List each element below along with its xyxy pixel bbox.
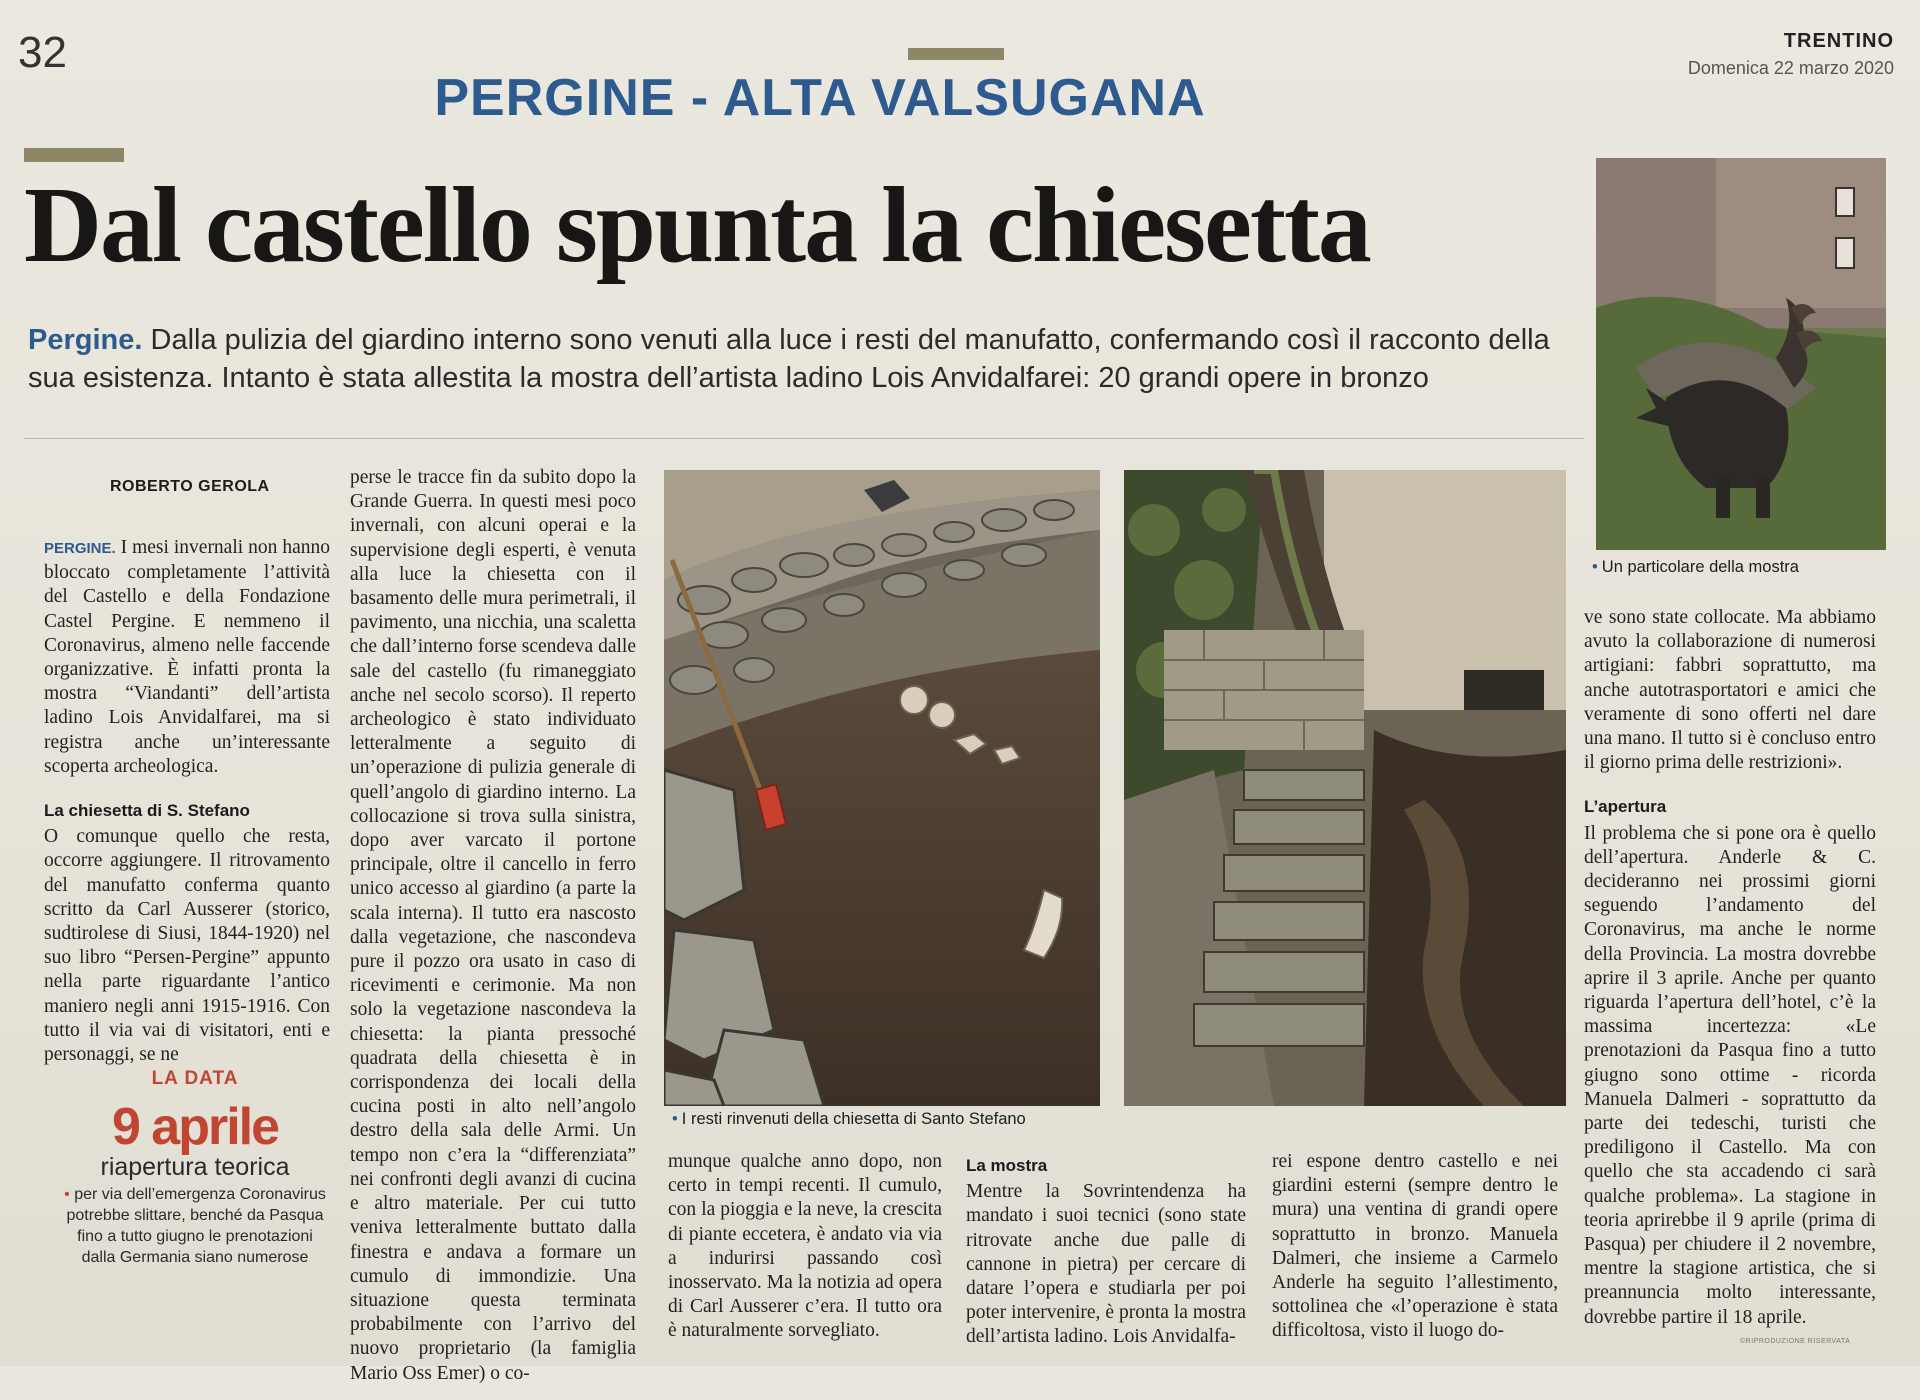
stairs-photo-image	[1124, 470, 1566, 1106]
side-photo-caption	[1592, 558, 1799, 577]
subhead-apertura: L’apertura	[1584, 797, 1667, 817]
date-box-label: LA DATA	[151, 1068, 239, 1089]
excavation-photo-left	[664, 470, 1100, 1106]
article-column-6	[1584, 606, 1876, 1344]
side-caption-bullet: •	[1592, 558, 1598, 576]
date-box-bullet: •	[64, 1185, 70, 1203]
excavation-photo-right	[1124, 470, 1566, 1106]
article-column-1	[44, 536, 330, 1081]
subheadline	[28, 322, 1588, 397]
headline-marker-bar	[24, 148, 124, 162]
column-4-text: Mentre la Sovrintendenza ha mandato i suoi tecnici (sono state ritrovate anche due palle di cannone in pietra) per cercare di datare l’opera e studiarla per poi poter intervenire, è pronta la mostra dell’artista ladino. Lois Anvidalfa-	[966, 1181, 1246, 1348]
column-6-paragraph-1: ve sono state collocate. Ma abbiamo avuto la collaborazione di numerosi artigiani: fabbri soprattutto, ma anche autotrasportatori e amici che veramente di sono offerti nel dare una mano. Il tutto si è concluso entro il giorno prima delle restrizioni».	[1584, 607, 1876, 774]
column-6-paragraph-2: Il problema che si pone ora è quello dell’apertura. Anderle & C. decideranno nei prossimi giorni seguendo l’andamento del Coronavirus, ma anche le norme della Provincia. La mostra dovrebbe aprire il 3 aprile. Anche per quanto riguarda l’apertura dell’hotel, c’è la massima incertezza: «Le prenotazioni da Pasqua fino a tutto giugno sono ottime - ricorda Manuela Dalmeri - soprattutto da parte dei tedeschi, turisti che prediligono il Castello. Ma con quello che sta accadendo ci sarà qualche problema». La stagione in teoria aprirebbe il 9 aprile (prima di Pasqua) per chiudere il 2 novembre, mentre la stagione artistica, che si preannuncia molto interessante, dovrebbe partire il 18 aprile.	[1584, 822, 1876, 1328]
subheadline-lead: Pergine.	[28, 324, 143, 356]
date-box	[60, 1068, 330, 1268]
copyright-notice: ©RIPRODUZIONE RISERVATA	[1740, 1338, 1851, 1345]
side-photo-caption-text: Un particolare della mostra	[1601, 558, 1799, 576]
column-1-paragraph-2: O comunque quello che resta, occorre aggiungere. Il ritrovamento del manufatto conferma quanto scritto da Carl Ausserer (storico, sudtirolese di Siusi, 1844-1920) nel suo libro “Persen-Pergine” appunto nella parte riguardante l’antico maniero negli anni 1915-1916. Con tutto il via vai di visitatori, enti e personaggi, se ne	[44, 826, 330, 1066]
main-photo-caption-text: I resti rinvenuti della chiesetta di Santo Stefano	[681, 1110, 1026, 1128]
column-5-text: rei espone dentro castello e nei giardini esterni (sempre dentro le mura) una ventina di grandi opere soprattutto in bronzo. Manuela Dalmeri, che insieme a Carmelo Anderle ha seguito l’allestimento, sottolinea che «l’operazione è stata difficoltosa, visto il luogo do-	[1272, 1151, 1558, 1342]
column-1-paragraph-1: I mesi invernali non hanno bloccato completamente l’attività del Castello e della Fondazione Castel Pergine. E nemmeno il Coronavirus, almeno nelle faccende organizzative. È infatti pronta la mostra “Viandanti” dell’artista ladino Lois Anvidalfarei, ma si registra anche un’interessante scoperta archeologica.	[44, 537, 330, 777]
divider	[24, 438, 1584, 439]
subhead-chiesetta: La chiesetta di S. Stefano	[44, 801, 250, 821]
main-photo-caption	[672, 1110, 1026, 1129]
dateline-kicker: PERGINE.	[44, 540, 116, 557]
section-marker-bar	[908, 48, 1004, 60]
headline: Dal castello spunta la chiesetta	[24, 166, 1370, 285]
column-2-text: perse le tracce fin da subito dopo la Grande Guerra. In questi mesi poco invernali, con alcuni operai e la supervisione degli esperti, è venuta alla luce la chiesetta con il basamento delle mura perimetrali, il pavimento, una nicchia, una scaletta che dall’interno forse scendeva dalle sale del castello (fu rimaneggiato anche nel secolo scorso). Il reperto archeologico è stato individuato letteralmente a seguito di un’operazione di pulizia generale di quell’angolo di giardino interno. La collocazione si trova sulla sinistra, dopo aver varcato il portone principale, oltre il cancello in ferro unico accesso al giardino (a parte la scala interna). Il tutto era nascosto dalla vegetazione, che nascondeva pure il pozzo ora usato in caso di ricevimenti e cerimonie. Ma non solo la vegetazione nascondeva la chiesetta: la pianta pressoché quadrata della chiesetta è in corrispondenza dei locali della cucina posti in alto nell’angolo destro della sala delle Armi. Un tempo non c’era la “differenziata” nei confronti degli avanzi di cucina e altro materiale. Per cui tutto veniva letteralmente buttato dalla finestra e andava a formare un cumulo di immondizie. Una situazione questa terminata probabilmente con l’arrivo del nuovo proprietario (la famiglia Mario Oss Emer) o co-	[350, 467, 636, 1384]
article-column-4	[966, 1142, 1246, 1364]
subheadline-text: Dalla pulizia del giardino interno sono venuti alla luce i resti del manufatto, confermando così il racconto della sua esistenza. Intanto è stata allestita la mostra dell’artista ladino Lois Anvidalfarei: 20 grandi opere in bronzo	[28, 324, 1550, 394]
date-box-date: 9 aprile	[111, 1098, 279, 1156]
date-box-title: riapertura teorica	[100, 1152, 290, 1181]
byline: ROBERTO GEROLA	[110, 478, 270, 495]
sculpture-photo-image	[1596, 158, 1886, 550]
newspaper-brand: TRENTINO	[1783, 30, 1894, 52]
excavation-photo-image	[664, 470, 1100, 1106]
caption-bullet: •	[672, 1110, 678, 1128]
page-number: 32	[18, 28, 67, 77]
section-title: PERGINE - ALTA VALSUGANA	[434, 69, 1206, 127]
column-3-text: munque qualche anno dopo, non certo in tempi recenti. Il cumulo, con la pioggia e la neve, la crescita di piante eccetera, è andato via via a indurirsi passando così inosservato. Ma la notizia ad opera di Carl Ausserer c’era. Il tutto ora è naturalmente sorvegliato.	[668, 1151, 942, 1342]
issue-date: Domenica 22 marzo 2020	[1687, 58, 1894, 78]
article-column-2	[350, 466, 636, 1400]
sculpture-photo	[1596, 158, 1886, 550]
subhead-mostra: La mostra	[966, 1156, 1048, 1175]
article-column-3	[668, 1150, 942, 1358]
date-box-note	[60, 1184, 330, 1268]
article-column-5	[1272, 1150, 1558, 1358]
date-box-note-text: per via dell’emergenza Coronavirus potrebbe slittare, benché da Pasqua fino a tutto giugno le prenotazioni dalla Germania siano numerose	[66, 1185, 326, 1266]
